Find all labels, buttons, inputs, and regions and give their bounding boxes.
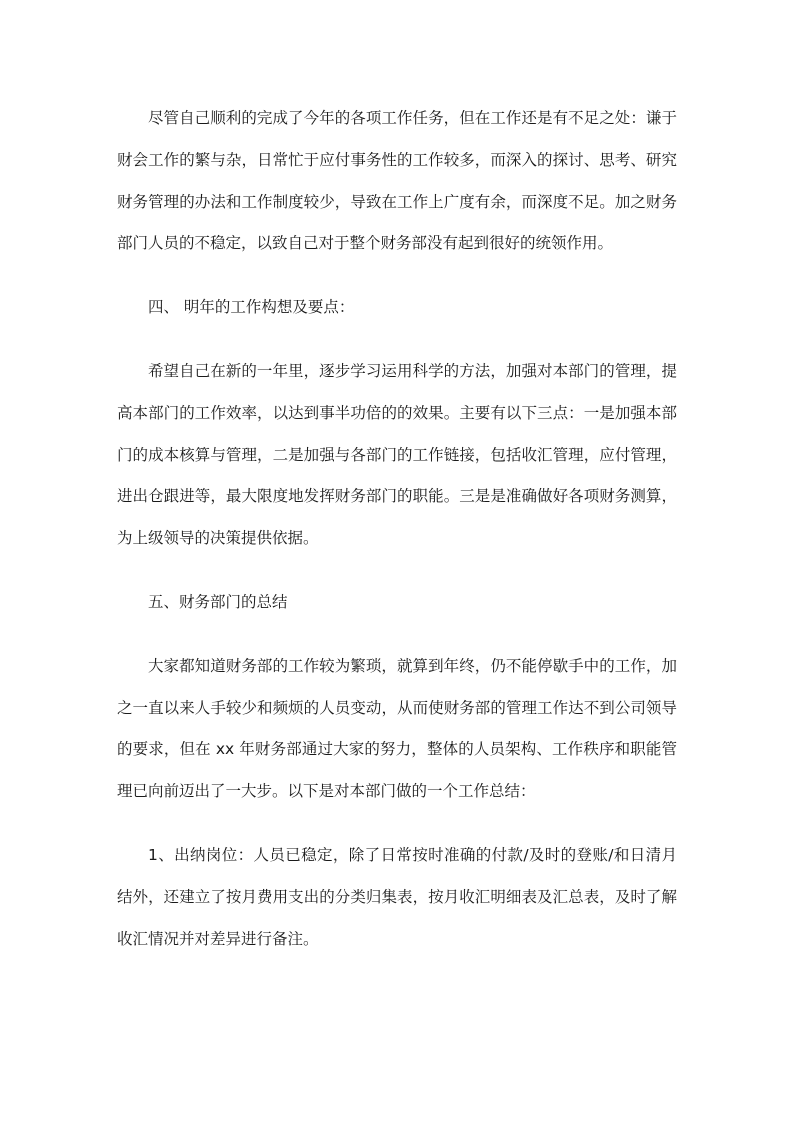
paragraph-next-year-goals: 希望自己在新的一年里，逐步学习运用科学的方法，加强对本部门的管理，提高本部门的工作效率，以达到事半功倍的的效果。主要有以下三点：一是加强本部门的成本核算与管理，二是加强与各部门的工作链接，包括收汇管理，应付管理，进出仓跟进等，最大限度地发挥财务部门的职能。三是是准确做好各项财务测算，为上级领导的决策提供依据。	[117, 361, 677, 548]
heading-finance-summary: 五、财务部门的总结	[148, 592, 288, 611]
paragraph-shortcomings: 尽管自己顺利的完成了今年的各项工作任务，但在工作还是有不足之处：谦于财会工作的繁与杂，日常忙于应付事务性的工作较多，而深入的探讨、思考、研究财务管理的办法和工作制度较少，导致在工作上广度有余，而深度不足。加之财务部门人员的不稳定，以致自己对于整个财务部没有起到很好的统领作用。	[117, 109, 677, 253]
document-body	[117, 98, 677, 982]
paragraph-finance-overview: 大家都知道财务部的工作较为繁琐，就算到年终，仍不能停歇手中的工作，加之一直以来人手较少和频烦的人员变动，从而使财务部的管理工作达不到公司领导的要求，但在 xx 年财务部通过大家的努力，整体的人员架构、工作秩序和职能管理已向前迈出了一大步。以下是对本部门做的一个工作总结：	[117, 656, 677, 801]
heading-next-year-plan: 四、 明年的工作构想及要点：	[148, 298, 355, 317]
paragraph-cashier-position: 1、出纳岗位：人员已稳定，除了日常按时准确的付款/及时的登账/和日清月结外，还建立了按月费用支出的分类归集表，按月收汇明细表及汇总表，及时了解收汇情况并对差异进行备注。	[117, 845, 677, 948]
